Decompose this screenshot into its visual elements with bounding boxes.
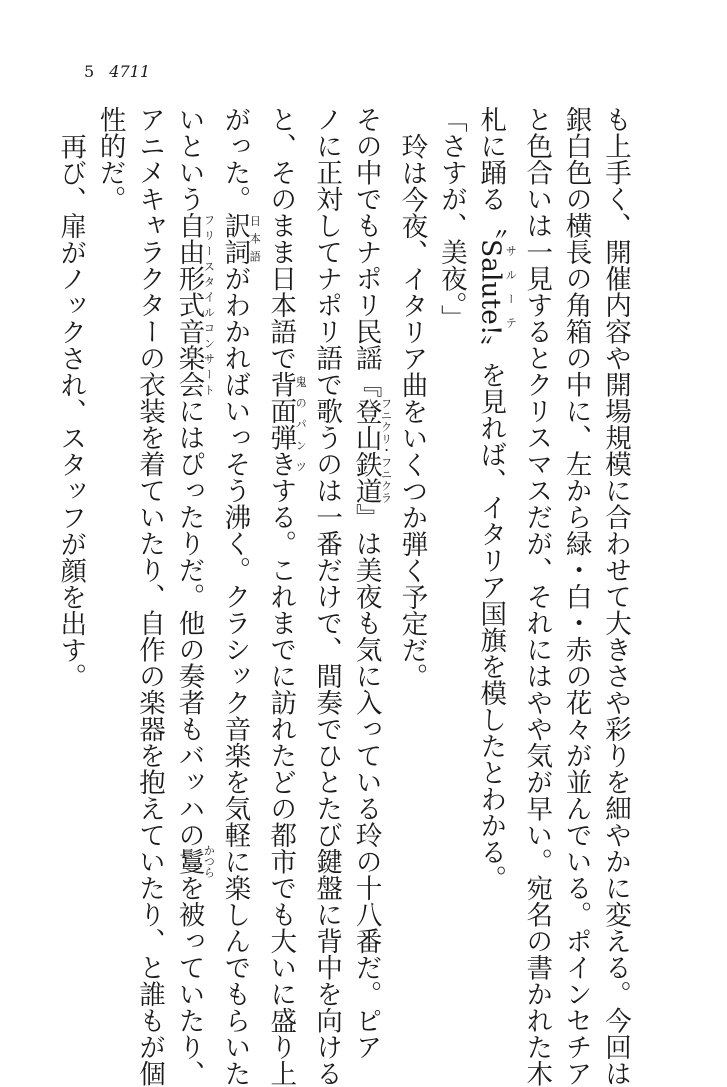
text-line: 再び、扉がノックされ、スタッフが顔を出す。 bbox=[55, 132, 87, 689]
ruby-annotation: 訳詞日本語 bbox=[219, 212, 262, 265]
ruby-reading: フニクリ・フニクラ bbox=[379, 397, 393, 504]
text-line: ノに正対してナポリ語で歌うのは一番だけで、間奏でひとたび鍵盤に背中を向ける bbox=[311, 106, 343, 1087]
ruby-annotation: 背面弾き鬼のパンツ bbox=[265, 371, 308, 477]
page-number: 5 bbox=[84, 62, 95, 81]
ruby-reading: フリースタイルコンサート bbox=[202, 212, 216, 398]
vertical-text-body bbox=[51, 106, 635, 1087]
ruby-reading: サルーテ bbox=[504, 238, 518, 335]
text-line: 性的だ。 bbox=[94, 106, 126, 212]
text-line: 札に踊る〝Salute!サルーテ〟を見れば、イタリア国旗を模したとわかる。 bbox=[475, 106, 518, 892]
ruby-annotation: 鬘かつら bbox=[173, 844, 216, 878]
text-line: いという自由形式音楽会フリースタイルコンサートにはぴったりだ。他の奏者もバッハの鬘かつらを被っていたり、 bbox=[173, 106, 216, 1087]
text-line: 「さすが、美夜。」 bbox=[435, 106, 467, 332]
text-line: がった。訳詞日本語がわかればいっそう沸く。クラシック音楽を気軽に楽しんでもらいた bbox=[219, 106, 262, 1087]
ruby-reading: 鬼のパンツ bbox=[294, 371, 308, 477]
text-line: 銀白色の横長の角箱の中に、左から緑・白・赤の花々が並んでいる。ポインセチア bbox=[560, 106, 592, 1087]
text-line: アニメキャラクターの衣装を着ていたり、自作の楽器を抱えていたり、と誰もが個 bbox=[134, 106, 166, 1087]
text-line: その中でもナポリ民謡『登山鉄道フニクリ・フニクラ』は美夜も気に入っている玲の十八番だ。ピア bbox=[350, 106, 393, 1060]
page-header bbox=[84, 62, 150, 82]
ruby-reading: かつら bbox=[202, 844, 216, 878]
book-title: 4711 bbox=[109, 62, 150, 81]
ruby-annotation: Salute!サルーテ bbox=[475, 238, 518, 335]
text-line: も上手く、開催内容や開場規模に合わせて大きさや彩りを細やかに変える。今回は bbox=[600, 106, 631, 1087]
text-line: と、そのまま日本語で背面弾き鬼のパンツする。これまでに訪れたどの都市でも大いに盛り上 bbox=[265, 106, 308, 1087]
ruby-annotation: 登山鉄道フニクリ・フニクラ bbox=[350, 397, 393, 504]
ruby-annotation: 自由形式音楽会フリースタイルコンサート bbox=[173, 212, 216, 398]
text-line: 玲は今夜、イタリア曲をいくつか弾く予定だ。 bbox=[396, 132, 428, 689]
text-line: と色合いは一見するとクリスマスだが、それにはやや気が早い。宛名の書かれた木 bbox=[521, 106, 553, 1087]
ruby-reading: 日本語 bbox=[248, 212, 262, 265]
